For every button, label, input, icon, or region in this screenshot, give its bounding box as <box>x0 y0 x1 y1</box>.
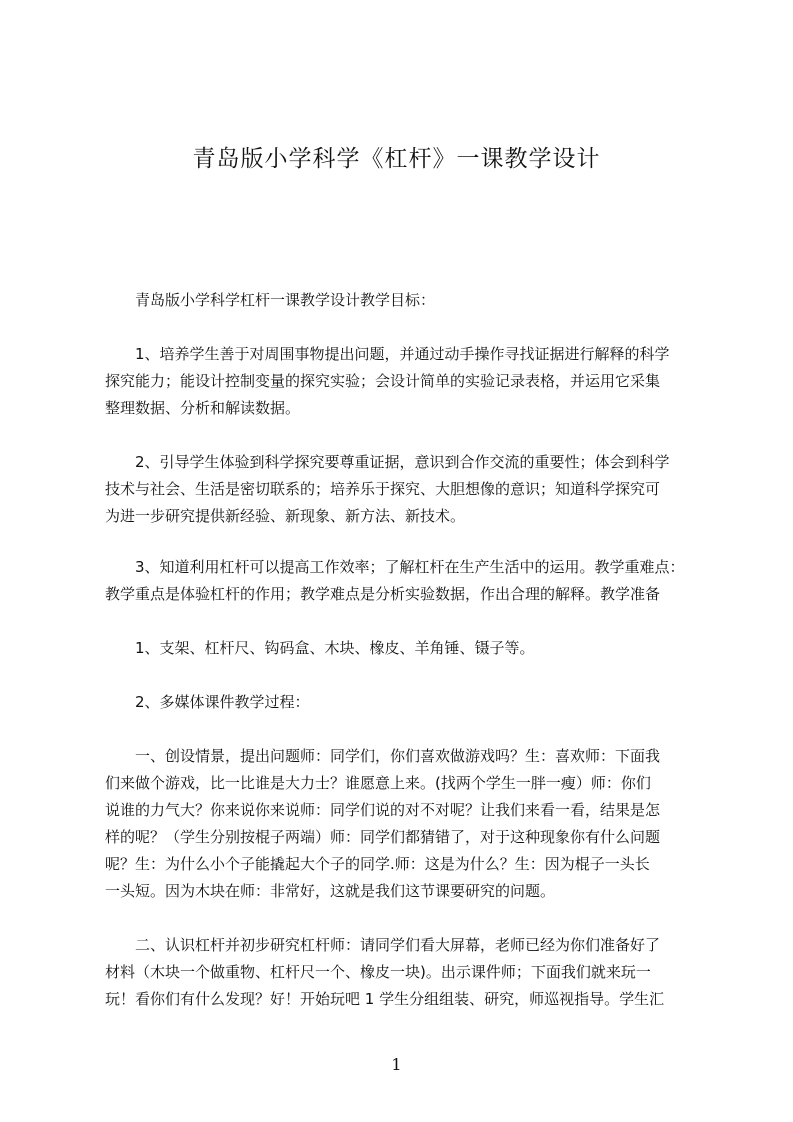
paragraph-line: 样的呢？（学生分别按棍子两端）师：同学们都猜错了，对于这种现象你有什么问题 <box>105 828 661 846</box>
paragraph-line: 2、引导学生体验到科学探究要尊重证据，意识到合作交流的重要性；体会到科学 <box>135 453 670 471</box>
paragraph-line: 探究能力；能设计控制变量的探究实验；会设计简单的实验记录表格，并运用它采集 <box>105 372 661 390</box>
paragraph-line: 3、知道利用杠杆可以提高工作效率；了解杠杆在生产生活中的运用。教学重难点： <box>135 558 685 576</box>
paragraph-line: 整理数据、分析和解读数据。 <box>105 399 301 417</box>
paragraph-line: 材料（木块一个做重物、杠杆尺一个、橡皮一块)。出示课件师；下面我们就来玩一 <box>105 963 651 981</box>
paragraph-line: 技术与社会、生活是密切联系的；培养乐于探究、大胆想像的意识；知道科学探究可 <box>105 480 661 498</box>
objectives-heading: 青岛版小学科学杠杆一课教学设计教学目标： <box>135 291 436 309</box>
paragraph-line: 为进一步研究提供新经验、新现象、新方法、新技术。 <box>105 507 466 525</box>
paragraph-line: 呢？生：为什么小个子能撬起大个子的同学.师：这是为什么？生：因为棍子一头长 <box>105 855 650 873</box>
paragraph-line: 1、支架、杠杆尺、钩码盒、木块、橡皮、羊角锤、镊子等。 <box>135 639 535 657</box>
paragraph-line: 一、创设情景，提出问题师：同学们，你们喜欢做游戏吗？生：喜欢师：下面我 <box>135 747 661 765</box>
paragraph-line: 玩！看你们有什么发现？好！开始玩吧 1 学生分组组装、研究，师巡视指导。学生汇 <box>105 990 665 1008</box>
paragraph-line: 教学重点是体验杠杆的作用；教学难点是分析实验数据，作出合理的解释。教学准备 <box>105 585 661 603</box>
paragraph-line: 1、培养学生善于对周围事物提出问题，并通过动手操作寻找证据进行解释的科学 <box>135 345 670 363</box>
paragraph-line: 一头短。因为木块在师：非常好，这就是我们这节课要研究的问题。 <box>105 882 556 900</box>
page-number: 1 <box>391 1055 402 1074</box>
paragraph-line: 2、多媒体课件教学过程： <box>135 693 310 711</box>
paragraph-line: 二、认识杠杆并初步研究杠杆师：请同学们看大屏幕，老师已经为你们准备好了 <box>135 936 661 954</box>
paragraph-line: 说谁的力气大？你来说你来说师：同学们说的对不对呢？让我们来看一看，结果是怎 <box>105 801 661 819</box>
paragraph-line: 们来做个游戏，比一比谁是大力士？谁愿意上来。(找两个学生一胖一瘦）师：你们 <box>105 774 651 792</box>
document-title: 青岛版小学科学《杠杆》一课教学设计 <box>192 146 601 172</box>
